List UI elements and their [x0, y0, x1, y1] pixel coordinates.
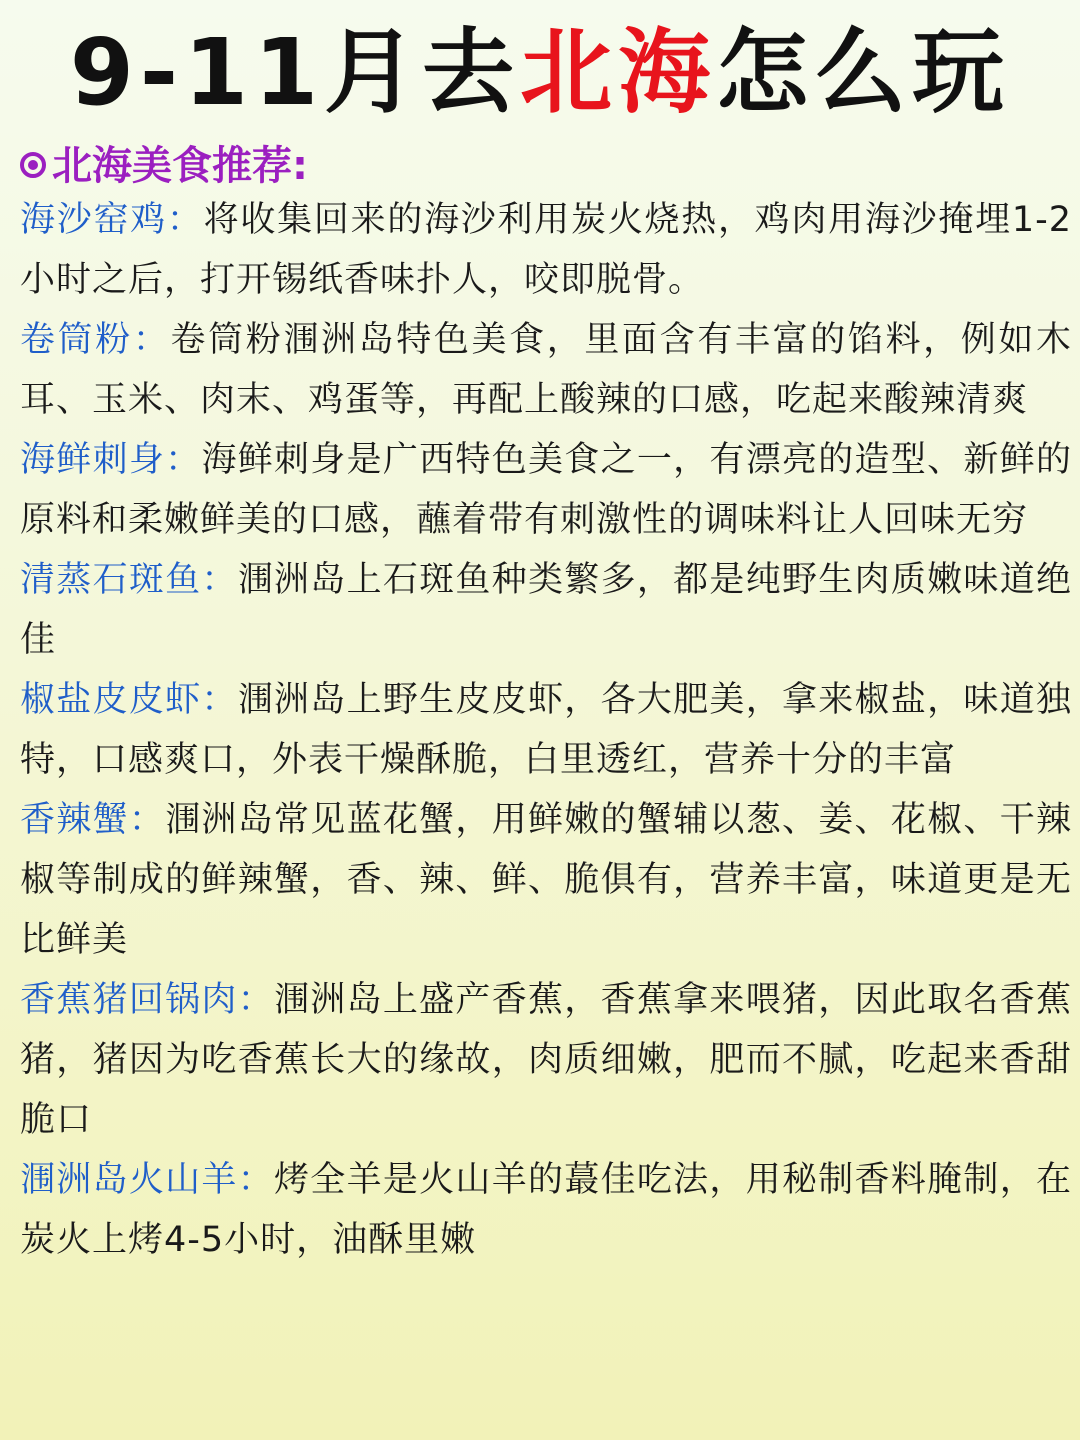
food-description: 将收集回来的海沙利用炭火烧热，鸡肉用海沙掩埋1-2小时之后，打开锡纸香味扑人，咬即脱骨。 — [20, 200, 1072, 300]
food-description: 海鲜刺身是广西特色美食之一，有漂亮的造型、新鲜的原料和柔嫩鲜美的口感，蘸着带有刺激性的调味料让人回味无穷 — [20, 440, 1072, 540]
food-name: 椒盐皮皮虾： — [20, 680, 238, 720]
food-name: 清蒸石斑鱼： — [20, 560, 238, 600]
page-title — [0, 18, 1080, 128]
food-item — [20, 790, 1072, 970]
food-item — [20, 430, 1072, 550]
food-description: 涠洲岛上盛产香蕉，香蕉拿来喂猪，因此取名香蕉猪，猪因为吃香蕉长大的缘故，肉质细嫩，肥而不腻，吃起来香甜脆口 — [20, 980, 1072, 1140]
radio-bullet-icon — [20, 152, 46, 178]
food-item — [20, 550, 1072, 670]
food-item — [20, 670, 1072, 790]
section-heading — [20, 138, 308, 194]
food-description: 涠洲岛上野生皮皮虾，各大肥美，拿来椒盐，味道独特，口感爽口，外表干燥酥脆，白里透红，营养十分的丰富 — [20, 680, 1072, 780]
title-part-3: 怎么玩 — [716, 19, 1011, 126]
title-part-1: 9-11月去 — [69, 19, 521, 126]
food-list — [20, 190, 1072, 1270]
food-name: 卷筒粉： — [20, 320, 171, 360]
food-description: 涠洲岛上石斑鱼种类繁多，都是纯野生肉质嫩味道绝佳 — [20, 560, 1072, 660]
title-highlight: 北海 — [520, 19, 717, 126]
food-description: 烤全羊是火山羊的蕞佳吃法，用秘制香料腌制，在炭火上烤4-5小时，油酥里嫩 — [20, 1160, 1072, 1260]
food-name: 涠洲岛火山羊： — [20, 1160, 274, 1200]
food-item — [20, 970, 1072, 1150]
food-name: 香蕉猪回锅肉： — [20, 980, 274, 1020]
food-name: 香辣蟹： — [20, 800, 166, 840]
food-name: 海沙窑鸡： — [20, 200, 204, 240]
food-item — [20, 1150, 1072, 1270]
food-item — [20, 190, 1072, 310]
food-name: 海鲜刺身： — [20, 440, 202, 480]
section-heading-text: 北海美食推荐: — [52, 143, 308, 189]
food-description: 卷筒粉涠洲岛特色美食，里面含有丰富的馅料，例如木耳、玉米、肉末、鸡蛋等，再配上酸辣的口感，吃起来酸辣清爽 — [20, 320, 1072, 420]
food-item — [20, 310, 1072, 430]
food-description: 涠洲岛常见蓝花蟹，用鲜嫩的蟹辅以葱、姜、花椒、干辣椒等制成的鲜辣蟹，香、辣、鲜、脆俱有，营养丰富，味道更是无比鲜美 — [20, 800, 1072, 960]
